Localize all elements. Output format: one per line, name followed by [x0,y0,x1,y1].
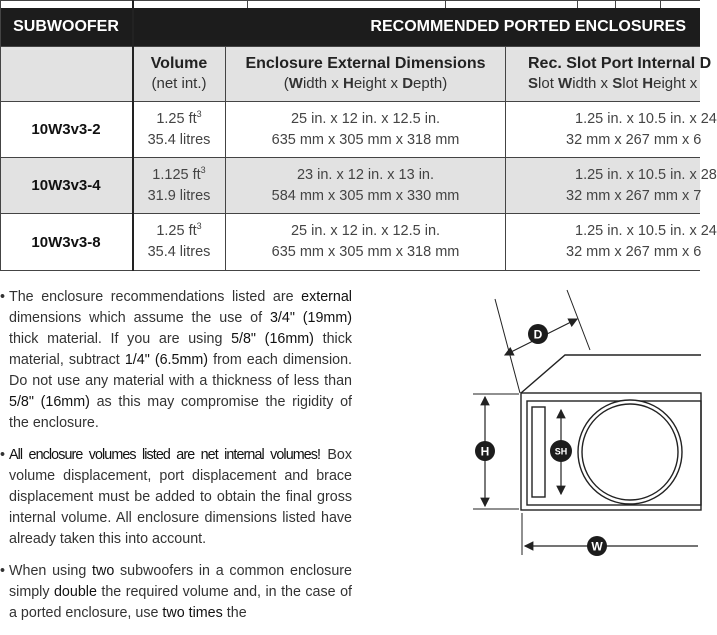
table-divider [225,47,226,271]
ported-enclosures-table [0,0,717,271]
table-row-volume: 1.25 $ft^3$ 35.4 litres [133,214,225,270]
table-top-divider [615,0,616,8]
table-top-divider [247,0,248,8]
note-two-subwoofers: • When using two subwoofers in a common enclosure simply double the required volume and, in the case of a ported enclosure, use two times the [0,563,352,621]
note-net-volumes: • All enclosure volumes listed are net internal volumes! Box volume displacement, port displacement and brace displacement must be added to obtain the final gross internal volume. All enclosure dimensions listed have already taken this into account. [0,447,352,547]
d-label: D [533,327,543,342]
table-top-border [0,0,700,1]
subwoofer-header: SUBWOOFER [0,8,132,46]
table-row-dimensions: 25 in. x 12 in. x 12.5 in. 635 mm x 305 mm x 318 mm [226,214,505,270]
table-left-border [0,0,1,271]
table-top-divider [445,0,446,8]
table-bottom-border [0,270,700,271]
table-row-port: 1.25 in. x 10.5 in. x 24 32 mm x 267 mm x 6 [506,102,700,157]
table-row-volume: 1.125 $ft^3$ 31.9 litres [133,158,225,213]
port-subtitle: Slot Width x Slot Height x [528,75,698,92]
table-rule [0,46,700,47]
volume-title: Volume [150,55,208,72]
sh-label: SH [554,446,568,457]
table-rule [0,213,700,214]
table-rule [0,157,700,158]
subwoofer-subheader [0,47,132,101]
table-rule [0,101,700,102]
table-row-model: 10W3v3-8 [0,214,132,270]
table-divider [505,47,506,271]
table-top-divider [660,0,661,8]
volume-subtitle: (net int.) [151,75,207,92]
d-extension-line [495,299,520,393]
note-external-dimensions: • The enclosure recommendations listed are external dimensions which assume the use of 3/4" (19mm) thick material. If you are using 5/8" (16mm) thick material, subtract 1/4" (6.5mm) from each dimension. Do not use any material with a thickness of less than 5/8" (16mm) as this may compromise the rigidity of the enclosure. [0,289,353,431]
table-divider [132,0,134,271]
dimensions-subtitle: (Width x Height x Depth) [283,75,448,92]
port-title: Rec. Slot Port Internal D [528,55,712,72]
table-row-model: 10W3v3-4 [0,158,132,213]
port-column-header [506,47,712,101]
table-row-dimensions: 25 in. x 12 in. x 12.5 in. 635 mm x 305 mm x 318 mm [226,102,505,157]
table-row-port: 1.25 in. x 10.5 in. x 24 32 mm x 267 mm x 6 [506,214,700,270]
w-label: W [591,539,603,554]
table-row-model: 10W3v3-2 [0,102,132,157]
table-row-port: 1.25 in. x 10.5 in. x 28 32 mm x 267 mm x 7 [506,158,700,213]
enclosure-diagram [455,285,700,560]
enclosure-notes [0,287,352,635]
dimensions-title: Enclosure External Dimensions [245,55,486,72]
volume-column-header [133,47,225,101]
table-top-divider [577,0,578,8]
table-row-dimensions: 23 in. x 12 in. x 13 in. 584 mm x 305 mm x 330 mm [226,158,505,213]
dimensions-column-header [226,47,505,101]
enclosure-box [521,355,701,510]
table-row-volume: 1.25 $ft^3$ 35.4 litres [133,102,225,157]
h-label: H [480,444,490,459]
recommended-ported-enclosures-header: RECOMMENDED PORTED ENCLOSURES [134,8,700,46]
d-extension-line [567,290,590,350]
